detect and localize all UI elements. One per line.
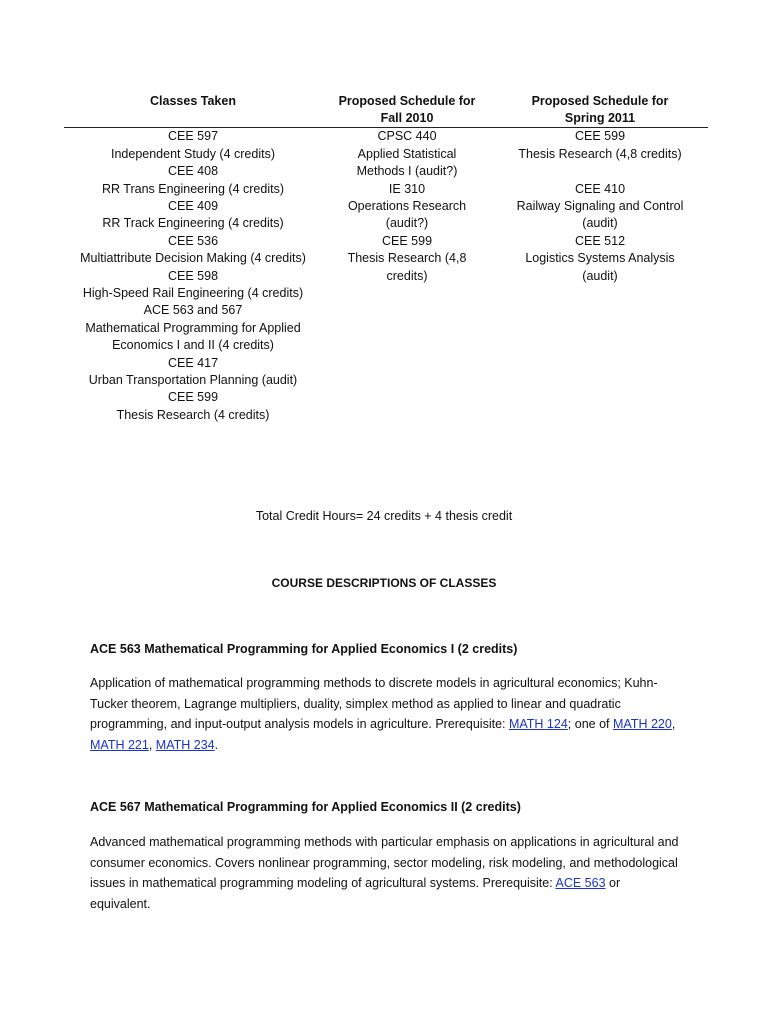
- header-spring-2011: [492, 93, 708, 127]
- course-line: CEE 410: [574, 181, 626, 196]
- course-line: ACE 563 and 567: [143, 303, 243, 318]
- schedule-body: [64, 128, 708, 424]
- course-descriptions-title: COURSE DESCRIPTIONS OF CLASSES: [271, 576, 497, 590]
- course-line: CEE 598: [167, 268, 219, 283]
- course-line: Urban Transportation Planning (audit): [88, 373, 298, 388]
- course-line: RR Track Engineering (4 credits): [102, 216, 284, 231]
- description-text: ; one of: [567, 717, 613, 731]
- course-line: CEE 417: [167, 355, 219, 370]
- course-line: Methods I (audit?): [356, 164, 458, 179]
- link-math-220[interactable]: MATH 220: [612, 717, 672, 731]
- header-line: Spring 2011: [564, 111, 636, 125]
- course-line: CPSC 440: [377, 129, 437, 144]
- course-line: (audit): [582, 216, 618, 231]
- course-line: RR Trans Engineering (4 credits): [101, 181, 285, 196]
- course-line: (audit): [582, 268, 618, 283]
- schedule-table: [64, 93, 708, 424]
- header-line: Proposed Schedule for: [338, 94, 476, 108]
- course-line: Thesis Research (4,8 credits): [518, 146, 682, 161]
- header-line: Fall 2010: [380, 111, 434, 125]
- course-line: (audit?): [385, 216, 429, 231]
- classes-taken-column: [64, 128, 322, 424]
- course-line: CEE 599: [381, 233, 433, 248]
- link-math-234[interactable]: MATH 234: [155, 737, 215, 752]
- course-line: CEE 536: [167, 233, 219, 248]
- link-math-124[interactable]: MATH 124: [508, 717, 568, 731]
- fall-2010-column: [322, 128, 492, 424]
- course-line: Logistics Systems Analysis: [525, 251, 675, 266]
- course-heading-ace-563: ACE 563 Mathematical Programming for Applied Economics I (2 credits): [90, 642, 518, 656]
- course-line: Mathematical Programming for Applied: [85, 320, 301, 335]
- course-line: CEE 409: [167, 199, 219, 214]
- header-classes-taken: [64, 93, 322, 127]
- description-text: or equivalent.: [90, 876, 621, 911]
- course-line: Operations Research: [347, 199, 467, 214]
- course-line: Thesis Research (4 credits): [116, 407, 270, 422]
- total-credit-hours: Total Credit Hours= 24 credits + 4 thesis credit: [255, 509, 513, 523]
- header-line: Classes Taken: [150, 94, 236, 108]
- course-line: Independent Study (4 credits): [111, 146, 275, 161]
- course-line: Thesis Research (4,8: [347, 251, 467, 266]
- schedule-header-row: [64, 93, 708, 128]
- course-line: CEE 408: [167, 164, 219, 179]
- course-line: CEE 597: [167, 129, 219, 144]
- course-line: Applied Statistical: [357, 146, 457, 161]
- description-text: Application of mathematical programming methods to discrete models in agricultural economics; Kuhn-Tucker theorem, Lagrange multipliers, duality, simplex method as applied to linear and quadratic programming, and input-output analysis models in agriculture. Prerequisite:: [90, 676, 658, 731]
- description-text: ,: [671, 717, 676, 731]
- course-line: IE 310: [388, 181, 426, 196]
- blank-line: [492, 163, 708, 180]
- course-line: Multiattribute Decision Making (4 credits): [80, 251, 306, 266]
- description-text: Advanced mathematical programming methods with particular emphasis on applications in agricultural and consumer economics. Covers nonlinear programming, sector modeling, risk modeling, and methodological issues in mathematical programming modeling of agricultural systems. Prerequisite:: [90, 835, 679, 890]
- link-math-221[interactable]: MATH 221: [90, 737, 149, 752]
- course-line: CEE 599: [574, 129, 626, 144]
- course-line: High-Speed Rail Engineering (4 credits): [82, 286, 304, 301]
- header-line: Proposed Schedule for: [531, 94, 669, 108]
- link-ace-563[interactable]: ACE 563: [555, 876, 606, 890]
- course-line: Railway Signaling and Control: [516, 199, 684, 213]
- description-text: ,: [148, 737, 156, 752]
- course-heading-ace-567: ACE 567 Mathematical Programming for Applied Economics II (2 credits): [90, 800, 521, 814]
- course-line: credits): [386, 268, 428, 283]
- course-line: CEE 599: [167, 390, 219, 405]
- course-line: Economics I and II (4 credits): [112, 338, 274, 353]
- header-fall-2010: [322, 93, 492, 127]
- course-line: CEE 512: [574, 233, 626, 248]
- description-text: .: [214, 737, 219, 752]
- course-description-ace-563: [90, 673, 680, 755]
- spring-2011-column: [492, 128, 708, 424]
- course-description-ace-567: [90, 832, 680, 914]
